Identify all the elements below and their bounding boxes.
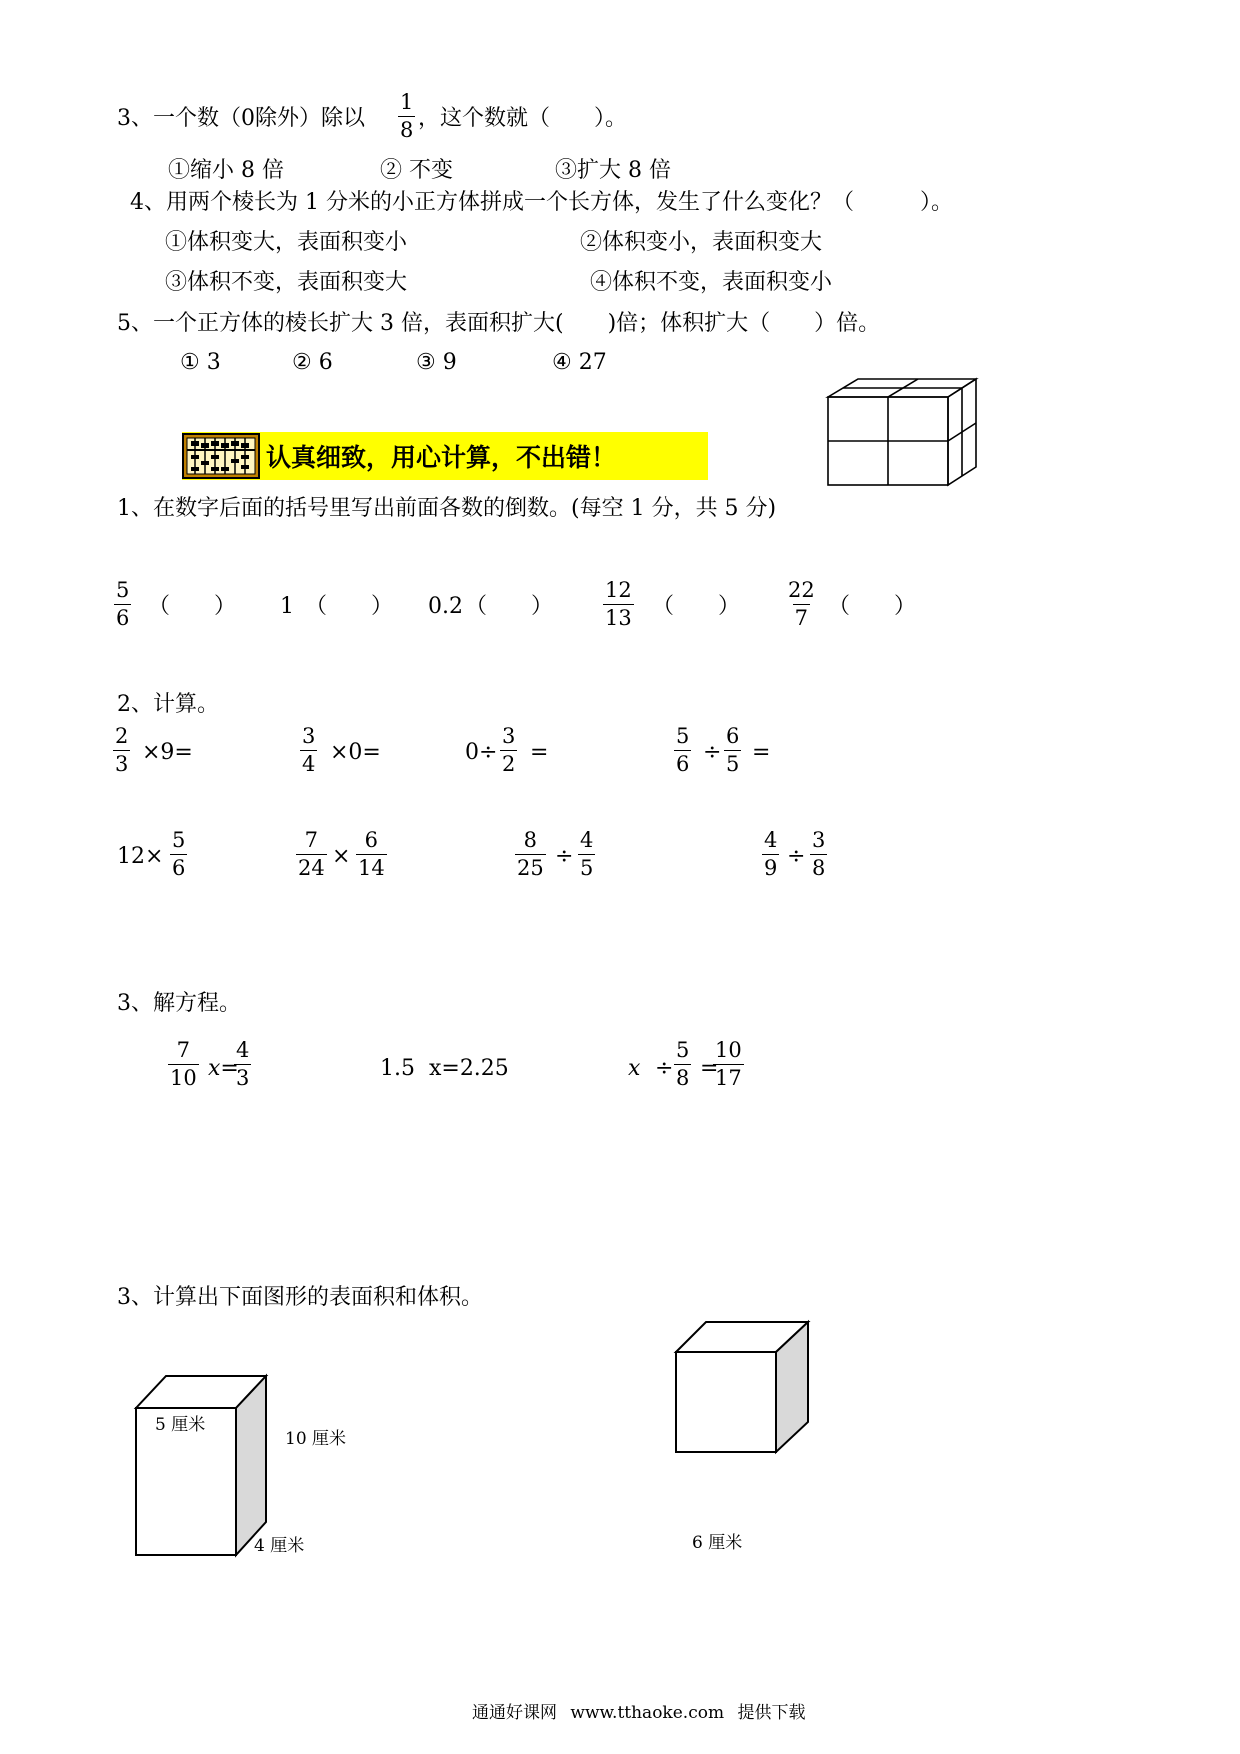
calc-r2b-fraction-1 <box>296 830 327 879</box>
mc-q3-suffix: ，这个数就（ ）。 <box>418 106 628 131</box>
fraction-denominator: 4 <box>302 752 316 776</box>
fraction-denominator: 8 <box>812 856 826 880</box>
reciprocal-item-4-blank[interactable]: （ ） <box>652 594 741 619</box>
fraction-denominator: 24 <box>298 856 325 880</box>
reciprocal-item-5-blank[interactable]: （ ） <box>828 594 917 619</box>
fraction-denominator: 17 <box>715 1066 742 1090</box>
footer-site: 通通好课网 <box>472 1703 557 1723</box>
calc-r1c-fraction <box>500 726 517 775</box>
mc-q5-option-4: ④ 27 <box>552 350 607 375</box>
calc-r1c-rest: = <box>530 740 549 765</box>
footer-url[interactable]: www.tthaoke.com <box>570 1703 725 1723</box>
fraction-numerator: 4 <box>580 828 594 852</box>
reciprocal-item-1-blank[interactable]: （ ） <box>148 594 237 619</box>
cube-figure <box>672 1318 812 1458</box>
calc-r1a-rest: ×9= <box>142 740 193 765</box>
reciprocal-item-3-value: 0.2 <box>428 594 463 619</box>
footer <box>472 1705 805 1722</box>
reciprocal-item-5-fraction <box>786 580 817 629</box>
fraction-numerator: 10 <box>715 1038 742 1062</box>
fraction-numerator: 3 <box>812 828 826 852</box>
fraction-denominator: 3 <box>236 1066 250 1090</box>
fraction-denominator: 3 <box>115 752 129 776</box>
reciprocal-item-1-fraction <box>114 580 131 629</box>
calc-r2b-op: × <box>332 844 351 869</box>
eq1-fraction-2 <box>234 1040 251 1089</box>
reciprocal-item-2-value: 1 <box>280 594 294 619</box>
footer-suffix: 提供下载 <box>737 1703 806 1723</box>
calc-r2d-fraction-1 <box>762 830 779 879</box>
calc-r2d-op: ÷ <box>787 844 806 869</box>
calc-r2c-fraction-1 <box>515 830 546 879</box>
banner-title: 认真细致，用心计算，不出错！ <box>266 443 617 472</box>
fraction-numerator: 8 <box>523 828 538 852</box>
eq3-equals: = <box>700 1056 719 1081</box>
fraction-denominator: 8 <box>676 1066 690 1090</box>
section4-title: 3、计算出下面图形的表面积和体积。 <box>117 1285 483 1310</box>
calc-r2a-fraction <box>170 830 187 879</box>
calc-r1b-rest: ×0= <box>330 740 381 765</box>
section3-title: 3、解方程。 <box>117 991 241 1016</box>
cuboid-depth-label: 4 厘米 <box>254 1536 305 1556</box>
mc-q4-text: 4、用两个棱长为 1 分米的小正方体拼成一个长方体，发生了什么变化？（ ）。 <box>130 190 953 215</box>
mc-q5-text: 5、一个正方体的棱长扩大 3 倍，表面积扩大( )倍；体积扩大（ ）倍。 <box>117 311 881 336</box>
cuboid-height-label: 10 厘米 <box>285 1429 347 1449</box>
calc-r2c-fraction-2 <box>578 830 595 879</box>
cube-edge-label: 6 厘米 <box>692 1533 743 1553</box>
section-banner <box>182 432 708 480</box>
fraction-numerator: 5 <box>116 578 130 602</box>
fraction-numerator: 6 <box>726 724 740 748</box>
mc-q3-prefix: 3、一个数（0除外）除以 <box>117 106 365 131</box>
fraction-denominator: 2 <box>502 752 516 776</box>
fraction-denominator: 8 <box>400 118 414 142</box>
mc-q3-option-2: ② 不变 <box>380 158 453 183</box>
fraction-numerator: 5 <box>676 1038 690 1062</box>
cube-stack-figure <box>820 375 980 490</box>
calc-r1c-pre: 0÷ <box>465 740 498 765</box>
fraction-numerator: 4 <box>764 828 778 852</box>
calc-r2c-op: ÷ <box>555 844 574 869</box>
abacus-icon <box>182 433 260 479</box>
calc-r1d-fraction-2 <box>724 726 741 775</box>
fraction-denominator: 6 <box>172 856 186 880</box>
fraction-numerator: 2 <box>115 724 129 748</box>
mc-q3-fraction <box>398 92 415 141</box>
section2-title: 2、计算。 <box>117 692 219 717</box>
mc-q4-option-3: ③体积不变，表面积变大 <box>165 270 408 295</box>
fraction-numerator: 1 <box>400 90 414 114</box>
eq3-fraction-2 <box>713 1040 744 1089</box>
mc-q3-option-1: ①缩小 8 倍 <box>168 158 284 183</box>
fraction-numerator: 7 <box>304 828 319 852</box>
fraction-numerator: 22 <box>788 578 815 602</box>
fraction-denominator: 6 <box>676 752 690 776</box>
mc-q4-option-1: ①体积变大，表面积变小 <box>165 230 408 255</box>
eq1-mid: x= <box>208 1056 239 1081</box>
mc-q4-option-2: ②体积变小，表面积变大 <box>580 230 823 255</box>
mc-q5-option-2: ② 6 <box>292 350 333 375</box>
mc-q4-option-4: ④体积不变，表面积变小 <box>590 270 833 295</box>
fraction-numerator: 5 <box>676 724 690 748</box>
fraction-denominator: 5 <box>580 856 594 880</box>
fraction-denominator: 7 <box>794 606 809 630</box>
reciprocal-item-4-fraction <box>603 580 634 629</box>
fraction-numerator: 7 <box>176 1038 191 1062</box>
fraction-numerator: 3 <box>302 724 316 748</box>
fraction-numerator: 4 <box>236 1038 250 1062</box>
fraction-denominator: 25 <box>517 856 544 880</box>
cuboid-front-label: 5 厘米 <box>155 1415 206 1435</box>
mc-q5-option-1: ① 3 <box>180 350 221 375</box>
eq2-text: 1.5 x=2.25 <box>380 1056 509 1081</box>
eq3-fraction-1 <box>674 1040 691 1089</box>
calc-r1d-rest: = <box>752 740 771 765</box>
fraction-numerator: 5 <box>172 828 186 852</box>
fraction-denominator: 14 <box>358 856 385 880</box>
mc-q5-option-3: ③ 9 <box>416 350 457 375</box>
calc-r1d-op: ÷ <box>703 740 722 765</box>
reciprocal-item-3-blank[interactable]: （ ） <box>465 594 554 619</box>
calc-r1b-fraction <box>300 726 317 775</box>
fraction-denominator: 13 <box>605 606 632 630</box>
calc-r1d-fraction-1 <box>674 726 691 775</box>
calc-r1a-fraction <box>113 726 130 775</box>
cuboid-figure <box>130 1370 275 1560</box>
fraction-denominator: 6 <box>116 606 130 630</box>
eq1-fraction-1 <box>168 1040 199 1089</box>
reciprocal-item-2-blank[interactable]: （ ） <box>305 594 394 619</box>
fraction-denominator: 5 <box>726 752 740 776</box>
calc-r2b-fraction-2 <box>356 830 387 879</box>
fraction-denominator: 10 <box>170 1066 197 1090</box>
section1-title: 1、在数字后面的括号里写出前面各数的倒数。(每空 1 分，共 5 分) <box>117 496 777 521</box>
mc-q3-option-3: ③扩大 8 倍 <box>555 158 671 183</box>
calc-r2a-pre: 12× <box>117 844 164 869</box>
fraction-numerator: 12 <box>605 578 632 602</box>
eq3-op: ÷ <box>655 1056 674 1081</box>
fraction-numerator: 6 <box>364 828 379 852</box>
fraction-denominator: 9 <box>764 856 778 880</box>
eq3-var: x <box>628 1056 641 1081</box>
fraction-numerator: 3 <box>502 724 516 748</box>
calc-r2d-fraction-2 <box>810 830 827 879</box>
